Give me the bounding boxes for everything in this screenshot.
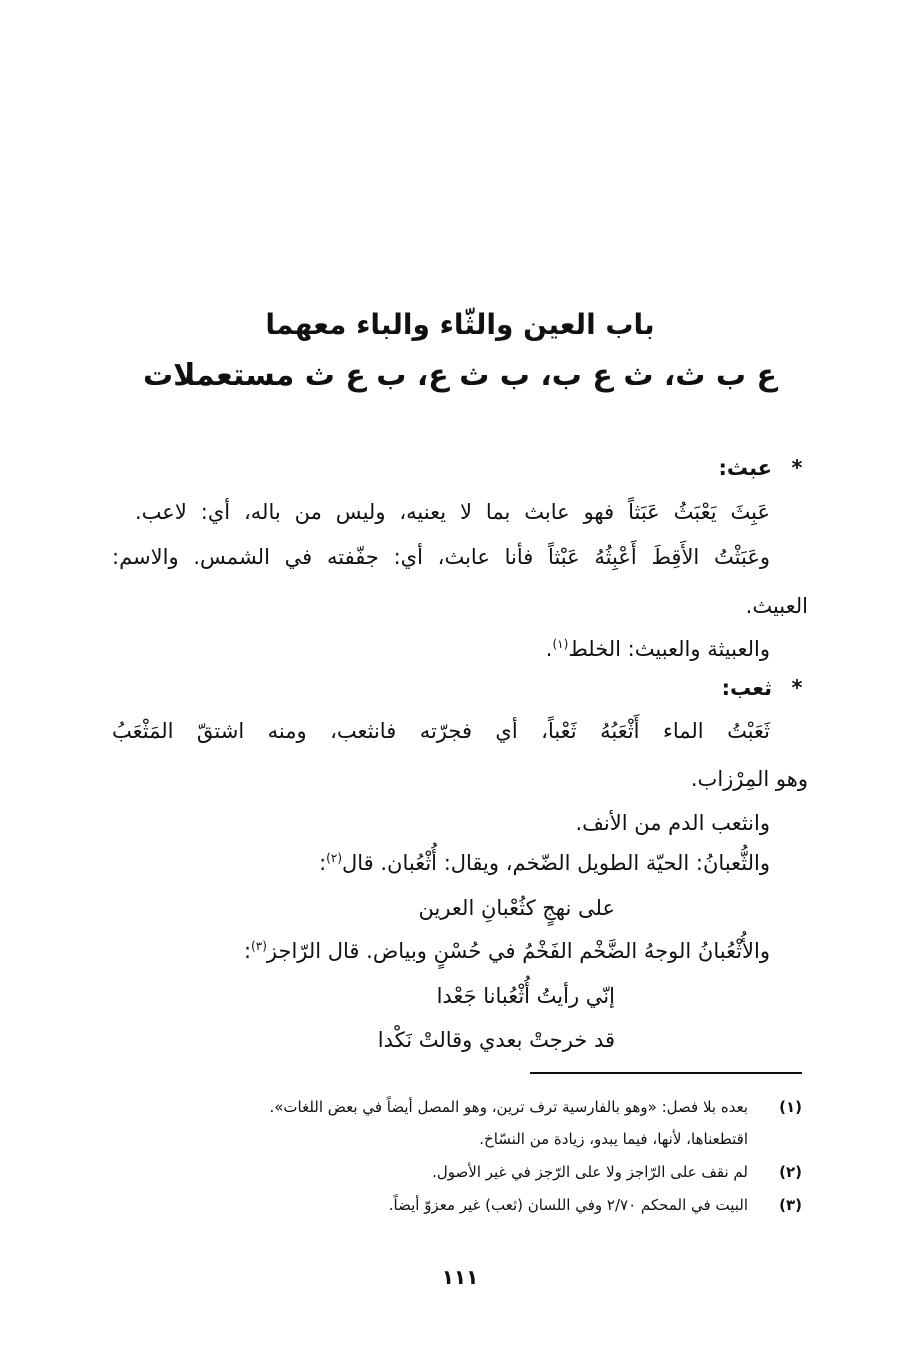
entry-headword: عبث: (718, 456, 772, 480)
footnote-1 (112, 1098, 802, 1118)
entry2-line-4-end: : (319, 851, 327, 875)
entry2-line-3: وانثعب الدم من الأنف. (575, 811, 770, 835)
footnote-text: بعده بلا فصل: «وهو بالفارسية ترف ترين، وهو المصل أيضاً في بعض اللغات». (269, 1098, 748, 1116)
asterisk-marker: * (791, 456, 803, 480)
footnote-1-continued: اقتطعناها، لأنها، فيما يبدو، زيادة من النسّاخ. (479, 1130, 748, 1148)
entry2-line-4 (110, 850, 770, 877)
entry2-line-1: ثَعَبْتُ الماء أَثْعَبُهُ ثَعْباً، أي فجرّته فانثعب، ومنه اشتقّ المَثْعَبُ (112, 719, 770, 743)
verse-line-2: إنّي رأيتُ أُثْعُبانا جَعْدا (436, 984, 615, 1008)
footnote-number: (١) (779, 1098, 802, 1116)
footnote-divider (530, 1072, 802, 1074)
entry2-line-5-end: : (243, 939, 252, 963)
chapter-title: باب العين والثّاء والباء معهما (265, 308, 655, 341)
entry1-line-1: عَبِثَ يَعْبَثُ عَبَثاً فهو عابث بما لا يعنيه، وليس من باله، أي: لاعب. (135, 500, 770, 524)
entry2-line-4-text: والثُّعبانُ: الحيّة الطويل الضّخم، ويقال: أُثْعُبان. قال (342, 851, 770, 875)
footnote-text: البيت في المحكم ٢/٧٠ وفي اللسان (ثعب) غير معزوّ أيضاً. (388, 1196, 748, 1214)
footnote-ref-1: (١) (552, 637, 569, 651)
verse-line-3: قد خرجتْ بعدي وقالتْ نَكْدا (377, 1028, 615, 1052)
entry2-line-2: وهو المِرْزاب. (690, 767, 808, 791)
footnote-3 (112, 1196, 802, 1216)
entry1-line-4-end: . (545, 637, 553, 661)
footnote-number: (٣) (779, 1196, 802, 1214)
footnote-2 (112, 1163, 802, 1183)
entry1-line-4 (110, 636, 770, 663)
verse-line-1: على نهجٍ كثُعْبانِ العرين (418, 896, 615, 920)
footnote-text: لم نقف على الرّاجز ولا على الرّجز في غير الأصول. (432, 1163, 748, 1181)
entry1-line-4-text: والعبيثة والعبيث: الخلط (568, 637, 770, 661)
footnote-number: (٢) (779, 1163, 802, 1181)
entry-heading-thaab (110, 675, 808, 702)
asterisk-marker: * (791, 676, 803, 700)
entry2-line-5-text: والأُثْعُبانُ الوجهُ الضَّخْم الفَخْمُ في حُسْنٍ وبياض. قال الرّاجز (266, 939, 770, 963)
footnote-ref-2: (٢) (326, 851, 342, 865)
page-number: ١١١ (441, 1265, 479, 1289)
footnote-ref-3: (٣) (251, 939, 267, 953)
chapter-subtitle: ع ب ث، ث ع ب، ب ث ع، ب ع ث مستعملات (143, 358, 777, 393)
entry1-line-2: وعَبَثْتُ الأَقِطَ أَعْبِثُهُ عَبْثاً فأنا عابث، أي: جفّفته في الشمس. والاسم: (112, 545, 770, 569)
entry-heading-abath (110, 455, 808, 482)
entry-headword: ثعب: (721, 676, 772, 700)
entry1-line-3: العبيث. (745, 594, 808, 618)
entry2-line-5 (110, 938, 770, 965)
